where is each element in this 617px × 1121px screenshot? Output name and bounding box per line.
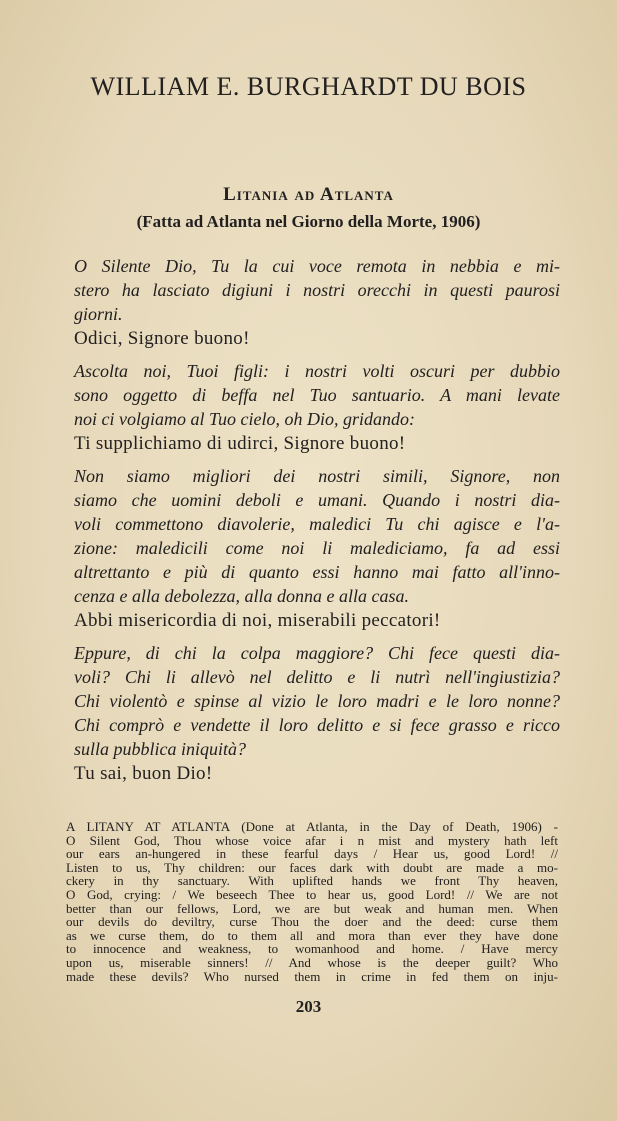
stanza — [74, 464, 560, 634]
stanza-line: sono oggetto di beffa nel Tuo santuario. A mani levate — [74, 385, 560, 405]
footnote-line: upon us, miserable sinners! // And whose is the deeper guilt? Who — [66, 954, 558, 970]
stanza-response: Tu sai, buon Dio! — [74, 763, 213, 784]
footnote-line: as we curse them, do to them all and mora than ever they have done — [66, 927, 558, 943]
stanza-response: Ti supplichiamo di udirci, Signore buono! — [74, 433, 406, 454]
stanza-line: zione: maledicili come noi li malediciamo, fa ad essi — [74, 538, 560, 558]
footnote-line: A LITANY AT ATLANTA (Done at Atlanta, in the Day of Death, 1906) - — [66, 819, 558, 834]
footnote-line: our ears an-hungered in these fearful days / Hear us, good Lord! // — [66, 846, 558, 862]
stanza-line: Chi comprò e vendette il loro delitto e si fece grasso e ricco — [74, 715, 560, 735]
stanza-line: Eppure, di chi la colpa maggiore? Chi fece questi dia- — [74, 643, 560, 663]
stanza-response: Abbi misericordia di noi, miserabili peccatori! — [74, 610, 441, 631]
poem-title: Litania ad Atlanta — [223, 184, 394, 205]
footnote — [66, 820, 558, 983]
stanza-line: Non siamo migliori dei nostri simili, Signore, non — [74, 466, 560, 486]
poem-body — [74, 254, 560, 794]
stanza — [74, 359, 560, 457]
poem-subtitle: (Fatta ad Atlanta nel Giorno della Morte, 1906) — [136, 212, 481, 231]
footnote-line: to innocence and weakness, to womanhood and home. / Have mercy — [66, 941, 558, 957]
page-number: 203 — [295, 997, 322, 1016]
stanza-line: siamo che uomini deboli e umani. Quando i nostri dia- — [74, 490, 560, 510]
stanza-line: Ascolta noi, Tuoi figli: i nostri volti oscuri per dubbio — [74, 361, 560, 381]
stanza-line: noi ci volgiamo al Tuo cielo, oh Dio, gridando: — [74, 409, 415, 429]
stanza-line: O Silente Dio, Tu la cui voce remota in nebbia e mi- — [74, 256, 560, 276]
footnote-line: our devils do deviltry, curse Thou the doer and the deed: curse them — [66, 914, 558, 930]
stanza-line: Chi violentò e spinse al vizio le loro madri e le loro nonne? — [74, 691, 560, 711]
footnote-line: made these devils? Who nursed them in crime in fed them on inju- — [66, 968, 558, 984]
stanza-line: sulla pubblica iniquità? — [74, 739, 247, 759]
footnote-line: ckery in thy sanctuary. With uplifted hands we front Thy heaven, — [66, 873, 558, 889]
footnote-line: better than our fellows, Lord, we are but weak and human men. When — [66, 900, 558, 916]
running-head: WILLIAM E. BURGHARDT DU BOIS — [90, 72, 527, 101]
stanza-line: cenza e alla debolezza, alla donna e alla casa. — [74, 586, 409, 606]
stanza-line: altrettanto e più di quanto essi hanno mai fatto all'inno- — [74, 562, 560, 582]
stanza-response: Odici, Signore buono! — [74, 328, 250, 349]
stanza-line: voli commettono diavolerie, maledici Tu chi agisce e l'a- — [74, 514, 560, 534]
stanza — [74, 254, 560, 352]
stanza-line: stero ha lasciato digiuni i nostri orecchi in questi paurosi — [74, 280, 560, 300]
stanza-line: voli? Chi li allevò nel delitto e li nutrì nell'ingiustizia? — [74, 667, 560, 687]
footnote-line: O God, crying: / We beseech Thee to hear us, good Lord! // We are not — [66, 886, 558, 902]
footnote-line: O Silent God, Thou whose voice afar i n mist and mystery hath left — [66, 832, 558, 848]
stanza — [74, 641, 560, 787]
stanza-line: giorni. — [74, 304, 123, 324]
footnote-line: Listen to us, Thy children: our faces dark with doubt are made a mo- — [66, 859, 558, 875]
